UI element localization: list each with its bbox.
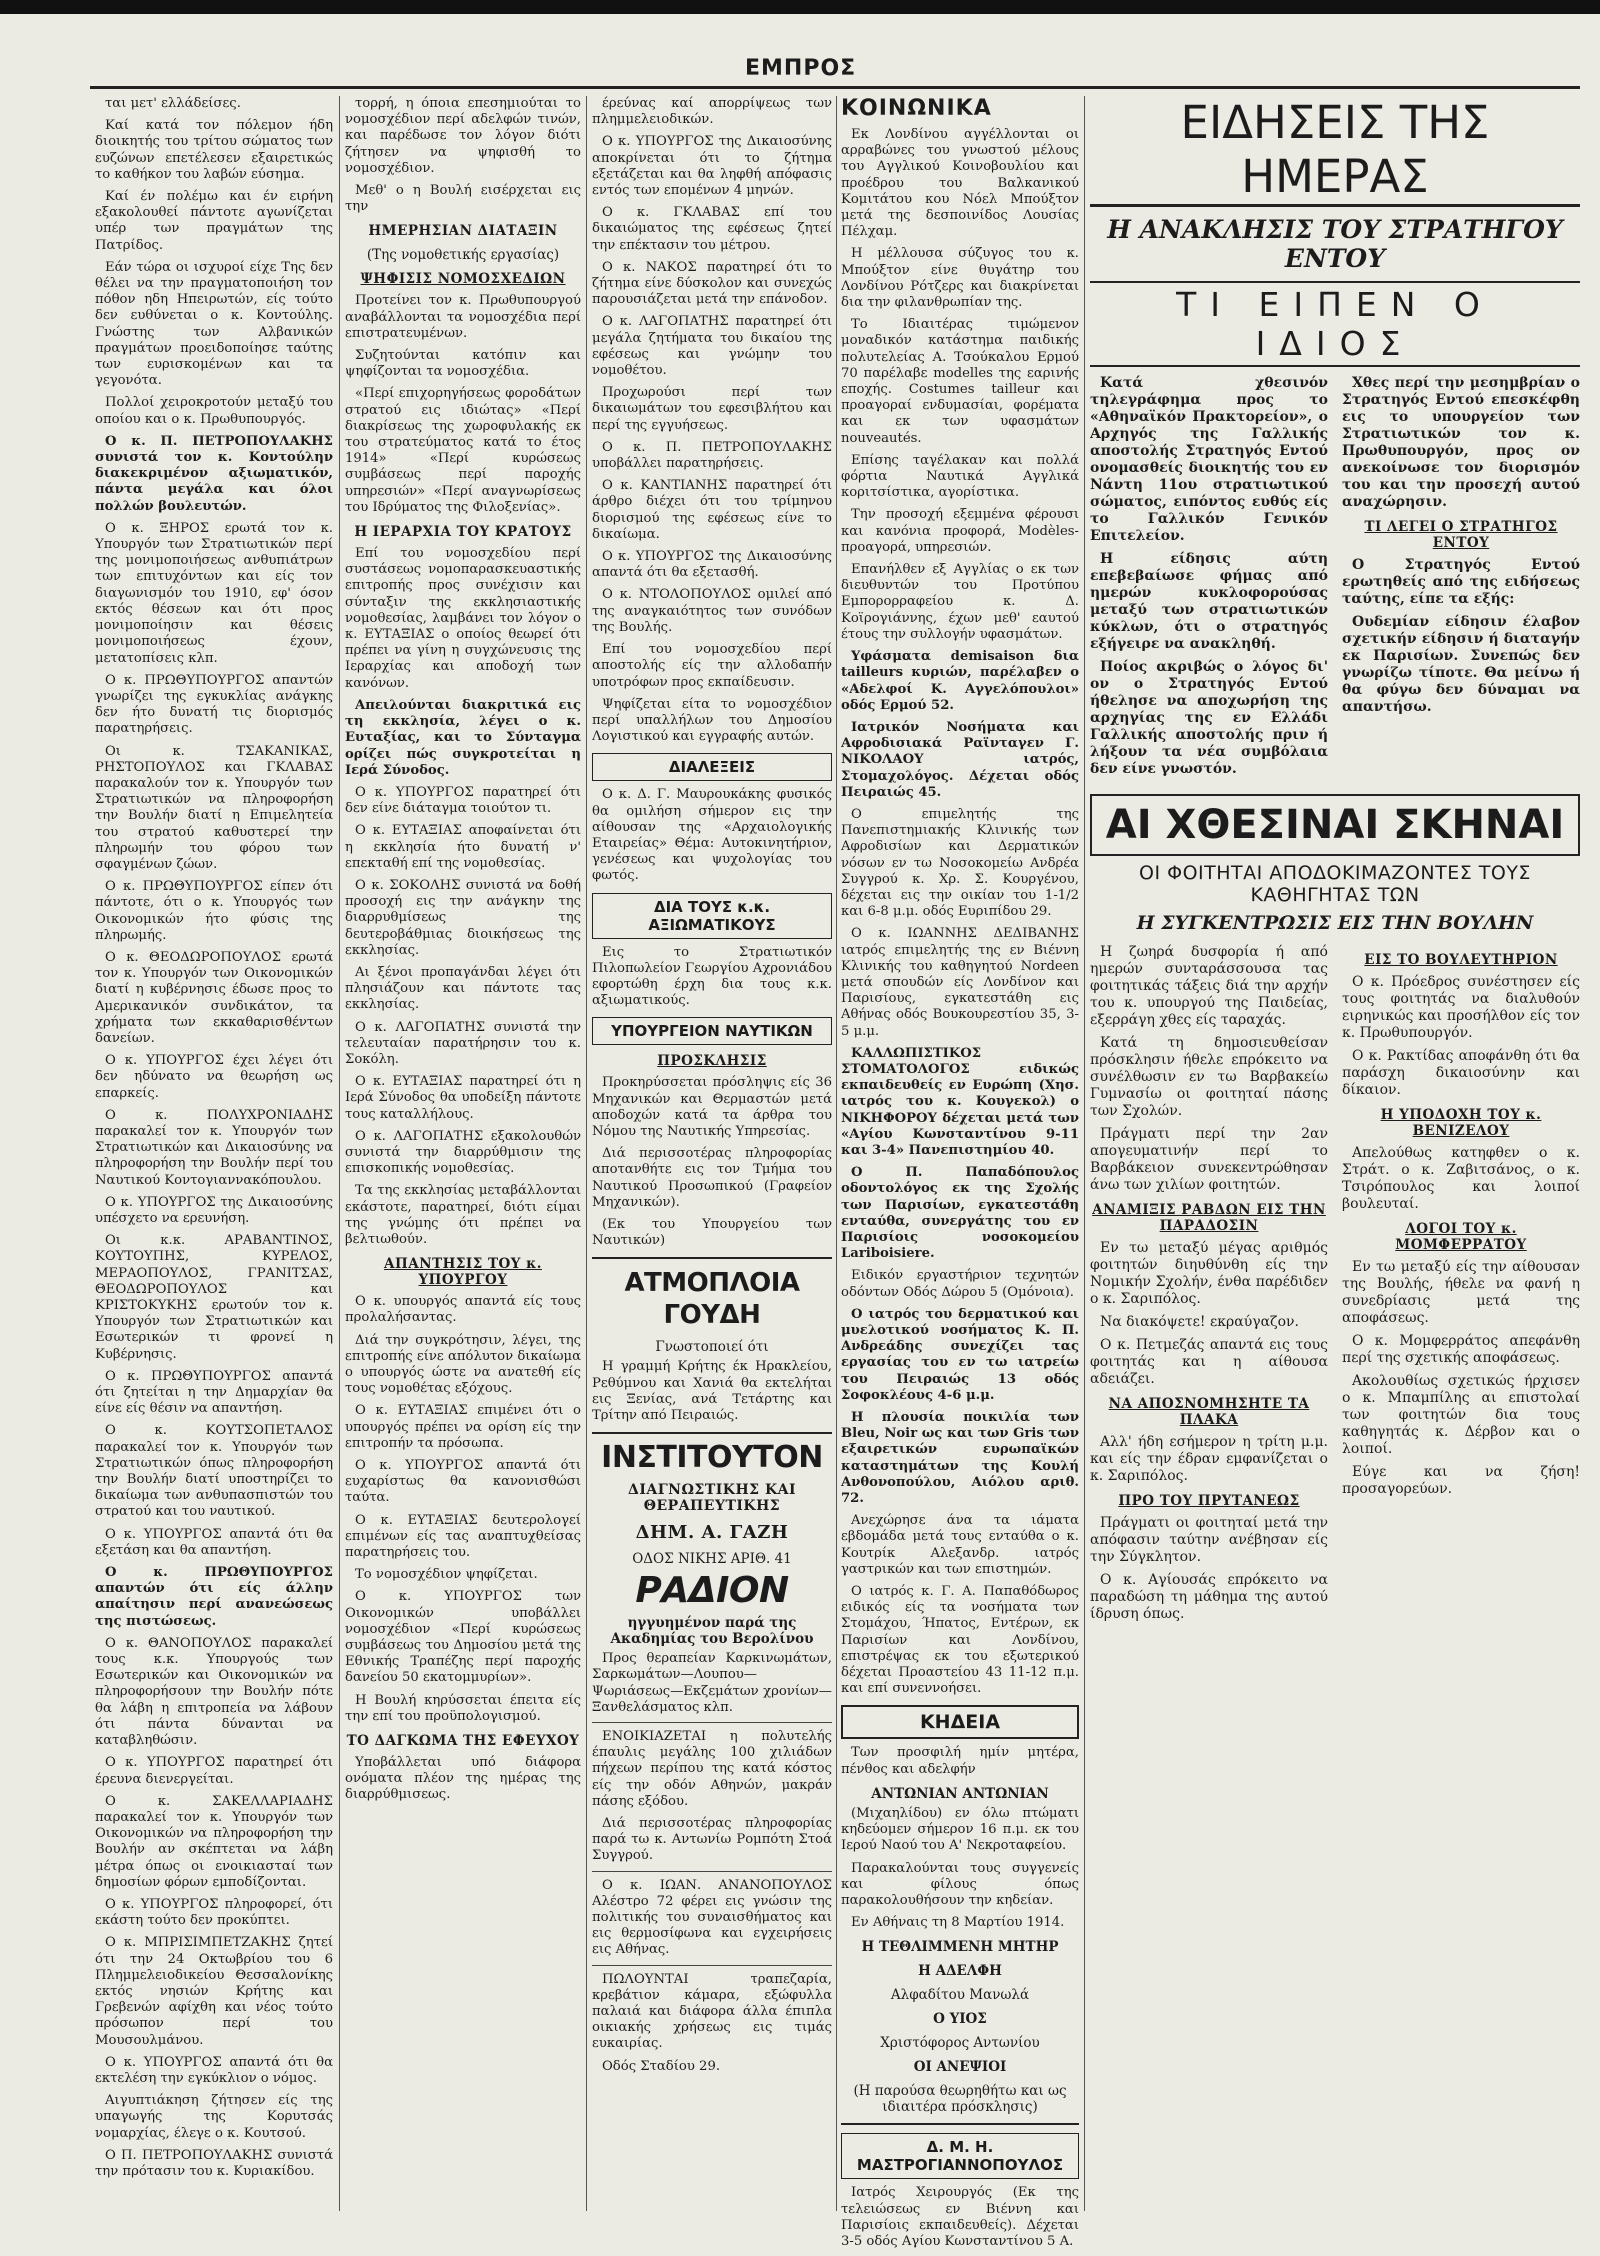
family-heading: ΟΙ ΑΝΕΨΙΟΙ	[913, 2059, 1007, 2076]
paragraph: Η μέλλουσα σύζυγος του κ. Μπούξτον είνε θυγάτηρ του Λονδίνου Ρότζερς και διακρίνεται δια την φιλανθρωπίαν της.	[841, 246, 1079, 311]
paragraph: Το νομοσχέδιον ψηφίζεται.	[355, 1567, 538, 1583]
paragraph: Επίσης ταγέλακαν και πολλά φόρτια Ναυτικά Αγγλικά κοριτσίστικα, αγορίστικα.	[841, 452, 1079, 501]
paragraph: Κατά τη δημοσιευθείσαν πρόσκλησιν ήθελε επρόκειτο να συνέλθωσιν εν τω Βαρβακείω Γυμνασίω οι φοιτηταί πάσης των Σχολών.	[1090, 1035, 1328, 1119]
paragraph: Ο Π. Παπαδόπουλος οδοντολόγος εκ της Σχολής των Παρισίων, εγκατεστάθη ενταύθα, συνεργάτης του εν Παρισίοις νοσοκομείου Lariboisiere.	[841, 1165, 1079, 1262]
two-column-block	[1090, 375, 1580, 784]
paragraph: Αι ξένοι προπαγάνδαι λέγει ότι πλησιάζουν και πάντοτε τας εκκλησίας.	[345, 964, 581, 1013]
paragraph: Ο ιατρός του δερματικού και μυελοτικού νοσήματος Κ. Π. Ανδρεάδης συνεχίζει τας εργασίας του εν τω ιατρείω του Πειραιώς 13 οδός Σοφοκλέους 4-6 μ.μ.	[841, 1306, 1079, 1403]
section-heading: ΗΜΕΡΗΣΙΑΝ ΔΙΑΤΑΞΙΝ	[368, 223, 558, 240]
top-border	[0, 0, 1600, 14]
paragraph: Επί του νομοσχεδίου περί συστάσεως νομοπαρασκευαστικής επιτροπής προς συνέχισιν και σύνταξιν της εκκλησιαστικής νομοθεσίας, λαμβάνει τον λόγον ο κ. ΕΥΤΑΞΙΑΣ ο οποίος θεωρεί ότι πρέπει να γίνη η συγχώνευσις της Ιεραρχίας και αποδοχή των κανόνων.	[345, 546, 581, 691]
paragraph: ται μετ' ελλάδείσες.	[105, 96, 241, 111]
officers-ad-heading: ΔΙΑ ΤΟΥΣ κ.κ. ΑΞΙΩΜΑΤΙΚΟΥΣ	[592, 893, 832, 939]
section-heading: ΑΠΑΝΤΗΣΙΣ ΤΟΥ κ. ΥΠΟΥΡΓΟΥ	[384, 1256, 542, 1289]
parliament-subheading: Η ΣΥΓΚΕΝΤΡΩΣΙΣ ΕΙΣ ΤΗΝ ΒΟΥΛΗΝ	[1136, 912, 1534, 934]
paragraph: Ο κ. ΚΟΥΤΣΟΠΕΤΑΛΟΣ παρακαλεί τον κ. Υπουργόν των Στρατιωτικών όπως πληροφορήση την Βουλήν διατί υποστηρίζει το δικαίωμα των ανθυπασπιστών του στρατού και του ναυτικού.	[95, 1423, 333, 1520]
paragraph: Διά περισσοτέρας πληροφορίας παρά τω κ. Αντωνίω Ρομπότη Στοά Συγγρού.	[592, 1816, 832, 1864]
divider	[592, 1722, 832, 1723]
paragraph: Ο κ. ΝΑΚΟΣ παρατηρεί ότι το ζήτημα είνε δύσκολον και συνεχώς παρουσιάζεται μετά την επάνοδον.	[592, 259, 832, 308]
news-subheading: Η ΑΝΑΚΛΗΣΙΣ ΤΟΥ ΣΤΡΑΤΗΓΟΥ ΕΝΤΟΥ	[1107, 215, 1563, 273]
paragraph: Ψηφίζεται είτα το νομοσχέδιον περί υπαλλήλων του Δημοσίου Λογιστικού και εγγραφής αυτών.	[592, 696, 832, 745]
column-4	[841, 96, 1079, 2256]
paragraph: Την προσοχή εξεμμένα φέρουσι και κανόνια προφορά, Modèles-προαγορά, υπηρεσιών.	[841, 507, 1079, 555]
paragraph: Πράγματι περί την 2αν απογευματινήν περί το Βαρβάκειον συνεκεντρώθησαν άνω των χιλίων φοιτητών.	[1090, 1126, 1328, 1193]
paragraph: Ο κ. ΛΑΓΟΠΑΤΗΣ εξακολουθών συνιστά την διαρρύθμισιν της επισκοπικής νομοθεσίας.	[345, 1128, 581, 1177]
section-heading: ΕΙΣ ΤΟ ΒΟΥΛΕΥΤΗΡΙΟΝ	[1364, 952, 1558, 968]
paragraph: Η πλουσία ποικιλία των Bleu, Noir ως και των Gris των εξαιρετικών ευρωπαϊκών καταστημάτων της Κουλή Ανθονοπούλου, Αιόλου αριθ. 72.	[841, 1410, 1079, 1507]
paragraph: Ανεχώρησε άνα τα ιάματα εβδομάδα μετά τους ενταύθα ο κ. Κουτρίκ Αλεξανδρ. ιατρός γαστρικών και των επιστημών.	[841, 1513, 1079, 1577]
navy-ministry-heading: ΥΠΟΥΡΓΕΙΟΝ ΝΑΥΤΙΚΩΝ	[592, 1017, 832, 1045]
column-rule	[339, 96, 340, 2211]
paragraph: Ο κ. ΥΠΟΥΡΓΟΣ της Δικαιοσύνης υπέσχετο να ερευνήση.	[95, 1194, 333, 1226]
paragraph: Ο Στρατηγός Εντού ερωτηθείς από της ειδήσεως ταύτης, είπε τα εξής:	[1342, 557, 1580, 607]
paragraph: Ο κ. ΙΩΑΝΝΗΣ ΔΕΔΙΒΑΝΗΣ ιατρός επιμελητής της εν Βιέννη Κλινικής του καθηγητού Nordeen μετά σπουδών είς Λονδίνον και Παρισίους, εγκατεστάθη εις Αθήνας οδός Βουκουρεστίου 35, 3-5 μ.μ.	[841, 926, 1079, 1039]
family-heading: Η ΑΔΕΛΦΗ	[918, 1963, 1002, 1980]
paragraph: Προχωρούσι περί των δικαιωμάτων του εφεσιβλήτου και περί της εγγυήσεως.	[592, 385, 832, 433]
paragraph: Οδός Σταδίου 29.	[602, 2058, 721, 2074]
paragraph: Κατά χθεσινόν τηλεγράφημα προς το «Αθηναϊκόν Πρακτορείον», ο Αρχηγός της Γαλλικής αποστολής Στρατηγός Εντού ονομασθείς διοικητής του εν Νάντη 11ου στρατιωτικού σώματος, ειπόντος ευθύς είς το Γαλλικόν Γενικόν Επιτελείον.	[1090, 375, 1328, 544]
section-heading: ΠΡΟΣΚΛΗΣΙΣ	[657, 1053, 767, 1070]
divider	[592, 1257, 832, 1259]
paragraph: Των προσφιλή ημίν μητέρα, πένθος και αδελφήν	[841, 1745, 1079, 1777]
paragraph: Ο κ. ΛΑΓΟΠΑΤΗΣ παρατηρεί ότι μεγάλα ζητήματα του δικαίου της εφέσεως και γνώμην του νομοθέτου.	[592, 314, 832, 379]
paragraph: Εν τω μεταξύ είς την αίθουσαν της Βουλής, ήθελε να φανή η συνεδρίασις μετά της αποφάσεως.	[1342, 1259, 1580, 1326]
paragraph: Ο κ. ΥΠΟΥΡΓΟΣ απαντά ότι θα εκτελέση την εγκύκλιον ο νόμος.	[95, 2054, 333, 2086]
paragraph: Ο κ. ΚΑΝΤΙΑΝΗΣ παρατηρεί ότι άρθρο διέχει ότι του τρίμηνου διορισμού της εφέσεως είνε το δικαίωμα.	[592, 478, 832, 542]
divider	[592, 1432, 832, 1434]
paragraph: ΠΩΛΟΥΝΤΑΙ τραπεζαρία, κρεβάτιον κάμαρα, εξώφυλλα παλαιά και διάφορα άλλα έπιπλα οικιακής χρήσεως εις τιμάς ευκαιρίας.	[592, 1971, 832, 2052]
paragraph: Συζητούνται κατόπιν και ψηφίζονται τα νομοσχέδια.	[345, 348, 581, 380]
paragraph: Προτείνει τον κ. Πρωθυπουργού αναβάλλονται τα νομοσχέδια περί επιστρατευμένων.	[345, 293, 581, 341]
deceased-name: ΑΝΤΩΝΙΑΝ ΑΝΤΩΝΙΑΝ	[871, 1785, 1049, 1802]
paragraph: Χθες περί την μεσημβρίαν ο Στρατηγός Εντού επεσκέφθη εις το υπουργείον των Στρατιωτικών τον κ. Πρωθυπουργόν, προς ον ανεκοίνωσε τον διορισμόν του και την προσεχή αυτού αναχώρησιν.	[1342, 375, 1580, 510]
divider	[841, 2123, 1079, 2125]
right-subcolumn	[1342, 375, 1580, 784]
paragraph: Εν Αθήναις τη 8 Μαρτίου 1914.	[851, 1915, 1065, 1931]
column-3	[592, 96, 832, 2081]
steamship-ad-title: ΑΤΜΟΠΛΟΙΑ ΓΟΥΔΗ	[624, 1268, 800, 1331]
divider	[592, 1871, 832, 1872]
paragraph: Οι κ.κ. ΑΡΑΒΑΝΤΙΝΟΣ, ΚΟΥΤΟΥΠΗΣ, ΚΥΡΕΛΟΣ, ΜΕΡΑΟΠΟΥΛΟΣ, ΓΡΑΝΙΤΣΑΣ, ΘΕΟΔΩΡΟΠΟΥΛΟΣ και ΚΡΙΣΤΟΚΥΚΗΣ ερωτούν τον κ. Υπουργόν των Στρατιωτικών και Εσωτερικών τι φρονεί η Κυβέρνησις.	[95, 1233, 333, 1362]
paragraph: «Περί επιχορηγήσεως φοροδάτων στρατού εις ιδιώτας» «Περί διακρίσεως της χωροφυλακής εκ του στρατεύματος κατά το έτος 1914» «Περί κυρώσεως συμβάσεως περί παροχής υπηρεσιών» «Περί αναγνωρίσεως του Ιδρύματος της Φιλοξενίας».	[345, 386, 581, 515]
family-name: Αλφαδίτου Μανωλά	[890, 1987, 1030, 2004]
institute-ad-name: ΔΗΜ. Α. ΓΑΖΗ	[635, 1522, 789, 1544]
paragraph: Ο κ. Π. ΠΕΤΡΟΠΟΥΛΑΚΗΣ υποβάλλει παρατηρήσεις.	[592, 439, 832, 472]
right-subcolumn	[1342, 944, 1580, 1629]
paragraph: Ο κ. ΕΥΤΑΞΙΑΣ επιμένει ότι ο υπουργός πρέπει να ορίση είς την επιτροπήν τα πρόσωπα.	[345, 1403, 581, 1451]
paragraph: Ιατρός Χειρουργός (Εκ της τελειώσεως εν Βιέννη και Παρισίοις εκπαιδευθείς). Δέχεται 3-5 οδός Αγίου Κωνσταντίνου 5 Α.	[841, 2185, 1079, 2249]
paragraph: Ο κ. ΥΠΟΥΡΓΟΣ των Οικονομικών υποβάλλει νομοσχέδιον «Περί κυρώσεως συμβάσεως του Δημοσίου μετά της Εθνικής Τραπέζης περί παροχής δανείου 50 εκατομμυρίων».	[345, 1589, 581, 1686]
paragraph: Ο κ. ΕΥΤΑΞΙΑΣ παρατηρεί ότι η Ιερά Σύνοδος θα υποδείξη πάντοτε τους καταλλήλους.	[345, 1074, 581, 1122]
paragraph: Διά την συγκρότησιν, λέγει, της επιτροπής είνε απόλυτον δικαίωμα ο υπουργός ώστε να ανατεθή είς τους νομοθέτας εξόχους.	[345, 1332, 581, 1397]
doctor-ad-heading: Δ. Μ. Η. ΜΑΣΤΡΟΓΙΑΝΝΟΠΟΥΛΟΣ	[841, 2133, 1079, 2179]
paragraph: Παρακαλούνται τους συγγενείς και φίλους όπως παρακολουθήσουν την κηδείαν.	[841, 1860, 1079, 1908]
paragraph: Εκ Λονδίνου αγγέλλονται οι αρραβώνες του γνωστού μέλους του Αγγλικού Κοινοβουλίου και προέδρου του Βαλκανικού Κομιτάτου κου Νόελ Μπούξτον μετά της δεσποινίδος Λουσίας Πέλχαμ.	[841, 127, 1079, 240]
paragraph: Ο κ. Ρακτίδας αποφάνθη ότι θα παράσχη δικαιοσύνην και δίκαιον.	[1342, 1048, 1580, 1098]
paragraph: Αιγυπτιάκηση ζήτησεν είς της υπαγωγής της Κορυτσάς νομαρχίας, έλεγε ο κ. Κουτσού.	[95, 2093, 333, 2141]
paragraph: Εν τω μεταξύ μέγας αριθμός φοιτητών διηυθύνθη είς την Νομικήν Σχολήν, ένθα παρέδιδεν ο κ. Σαριπόλος.	[1090, 1240, 1328, 1307]
news-of-the-day-title: ΕΙΔΗΣΕΙΣ ΤΗΣ ΗΜΕΡΑΣ	[1090, 96, 1580, 207]
paragraph: Ο κ. ΣΟΚΟΛΗΣ συνιστά να δοθή προσοχή εις την ανάγκην της διαρρυθμίσεως της δευτεροβάθμιας διοικήσεως της εκκλησίας.	[345, 877, 581, 958]
paragraph: Διά περισσοτέρας πληροφορίας αποτανθήτε εις τον Τμήμα του Ναυτικού Προσωπικού (Γραφείον Μηχανικών).	[592, 1146, 832, 1210]
paragraph: Ο κ. ΠΡΩΘΥΠΟΥΡΓΟΣ απαντών γνωρίζει της εγκυκλίας ανάγκης δεν ήτο δυνατή τις διορισμός παρατηρήσεις.	[95, 672, 333, 737]
paragraph: Ο κ. ΠΟΛΥΧΡΟΝΙΑΔΗΣ παρακαλεί τον κ. Υπουργόν των Στρατιωτικών και Δικαιοσύνης να πληροφορήση την Βουλήν περί του Ναυτικού Κοντογιαννακόπουλου.	[95, 1107, 333, 1188]
family-heading: Ο ΥΙΟΣ	[933, 2011, 987, 2028]
paragraph: Ακολουθίως σχετικώς ήρχισεν ο κ. Μπαμπίλης αι επιστολαί των φοιτητών δια τους καθηγητάς κ. Δέρβον και ο λοιποί.	[1342, 1373, 1580, 1457]
institute-ad-address: ΟΔΟΣ ΝΙΚΗΣ ΑΡΙΘ. 41	[632, 1551, 792, 1568]
masthead: ΕΜΠΡΟΣ	[745, 56, 857, 81]
lectures-heading: ΔΙΑΛΕΞΕΙΣ	[592, 753, 832, 781]
paragraph: Απελούθως κατηφθεν ο κ. Στράτ. ο κ. Ζαβιτσάνος, ο κ. Τσιρόπουλος και λοιποί βουλευταί.	[1342, 1145, 1580, 1212]
paragraph: Ειδικόν εργαστήριον τεχνητών οδόντων Οδός Δώρου 5 (Ομόνοια).	[841, 1268, 1079, 1300]
paragraph: Ο ιατρός κ. Γ. Α. Παπαθόδωρος ειδικός είς τα νοσήματα των Στομάχου, Ήπατος, Εντέρων, εκ Παρισίων και Λονδίνου, επιστρέψας εκ του εξωτερικού δέχεται Προαστείου 43 11-12 π.μ. και επί συνεννοήσει.	[841, 1584, 1079, 1697]
column-5	[1090, 96, 1580, 1629]
left-subcolumn	[1090, 375, 1328, 784]
section-heading: Η ΙΕΡΑΡΧΙΑ ΤΟΥ ΚΡΑΤΟΥΣ	[354, 524, 572, 541]
society-section-title: ΚΟΙΝΩΝΙΚΑ	[841, 96, 992, 121]
paragraph: Ο κ. ΙΩΑΝ. ΑΝΑΝΟΠΟΥΛΟΣ Αλέστρο 72 φέρει εις γνώσιν της πολιτικής του συναισθήματος και εις θερμοσίφωνα και εγχειρήσεις εις Αθήνας.	[592, 1877, 832, 1958]
paragraph: Πολλοί χειροκροτούν μεταξύ του οποίου και ο κ. Πρωθυπουργός.	[95, 395, 333, 427]
paragraph: (Μιχαηλίδου) εν όλω πτώματι κηδεύομεν σήμερον 16 π.μ. εκ του Ιερού Ναού του Α' Νεκροταφείου.	[841, 1805, 1079, 1854]
paragraph: Ο κ. Π. ΠΕΤΡΟΠΟΥΛΑΚΗΣ συνιστά τον κ. Κοντούλην διακεκριμένον αξιωματικόν, πάντα μεγάλα και όλοι πολλών βουλευτών.	[95, 433, 333, 514]
paragraph: Ο κ. ΜΠΡΙΣΙΜΠΕΤΖΑΚΗΣ ζητεί ότι την 24 Οκτωβρίου του 6 Πλημμελειοδικείου Θεσσαλονίκης εκτός νησιών Κρήτης και Γρεβενών αφίχθη και νέος τούτο πρόσωπον περί του Μουσουλμάνου.	[95, 1935, 333, 2048]
paragraph: Η είδησις αύτη επεβεβαίωσε φήμας από ημερών κυκλοφορούσας μεταξύ των στρατιωτικών κύκλων, ότι ο στρατηγός εξήγειρε να ανακληθή.	[1090, 551, 1328, 652]
paragraph: Ο επιμελητής της Πανεπιστημιακής Κλινικής των Αφροδισίων και Δερματικών νόσων εν τω Νοσοκομείω Ανδρέα Συγγρού κ. Χρ. Σ. Κουργένου, δέχεται εις την οικίαν του 1-1/2 και 6-8 μ.μ. οδός Ευριπίδου 29.	[841, 806, 1079, 920]
paragraph: Ο κ. ΥΠΟΥΡΓΟΣ έχει λέγει ότι δεν ηδύνατο να θεωρήση ως επαρκείς.	[95, 1053, 333, 1101]
paragraph: Ο κ. ΠΡΩΘΥΠΟΥΡΓΟΣ απαντών ότι είς άλλην απαίτησιν περί ανανεώσεως της πιστώσεως.	[95, 1565, 333, 1629]
paragraph: Ο κ. ΠΡΩΘΥΠΟΥΡΓΟΣ είπεν ότι πάντοτε, ότι ο κ. Υπουργός των Οικονομικών ήτο φύσις της πληρωμής.	[95, 879, 333, 943]
paragraph: Η Βουλή κηρύσσεται έπειτα είς την επί του προϋπολογισμού.	[345, 1692, 581, 1724]
paragraph: Εύγε και να ζήση! προσαγορεύων.	[1342, 1464, 1580, 1497]
paragraph: τορρή, η όποια επεσημιούται το νομοσχέδιον περί αδελφών τινών, και παρέδωσε τον λόγον διότι ζήτησεν να ψηφισθή το νομοσχέδιον.	[345, 96, 581, 176]
paragraph: Ο κ. ΥΠΟΥΡΓΟΣ παρατηρεί ότι έρευνα διενεργείται.	[95, 1755, 333, 1787]
paragraph: Ο κ. Πρόεδρος συνέστησεν είς τους φοιτητάς να διαλυθούν ειρηνικώς και προσήλθον είς τον κ. Πρωθυπουργόν.	[1342, 974, 1580, 1041]
paragraph: Ο κ. ΓΚΛΑΒΑΣ επί του δικαιώματος της εφέσεως ζητεί την επέκτασιν του μέτρου.	[592, 205, 832, 253]
paragraph: Η γραμμή Κρήτης έκ Ηρακλείου, Ρεθύμνου και Χανιά θα εκτελήται εις Ξενίας, ανά Τετάρτης και Τρίτην από Πειραιώς.	[592, 1359, 832, 1423]
paragraph: Ουδεμίαν είδησιν έλαβον σχετικήν είδησιν ή διαταγήν εκ Παρισίων. Συνεπώς δεν γνωρίζω τίποτε. Θα μείνω ή θα φύγω δεν δύναμαι να απαντήσω.	[1342, 614, 1580, 715]
paragraph: Ο κ. ΕΥΤΑΞΙΑΣ δευτερολογεί επιμένων είς τας αναπτυχθείσας παρατηρήσεις του.	[345, 1512, 581, 1561]
paragraph: Ο κ. Δ. Γ. Μαυρουκάκης φυσικός θα ομιλήση σήμερον εις την αίθουσαν της «Αρχαιολογικής Εταιρείας» Θέμα: Αυτοκινητήριον, γενέσεως και ψυχολογίας του φωτός.	[592, 787, 832, 884]
institute-ad-subtitle: ΔΙΑΓΝΩΣΤΙΚΗΣ ΚΑΙ ΘΕΡΑΠΕΥΤΙΚΗΣ	[627, 1482, 797, 1515]
paragraph: Αλλ' ήδη εσήμερον η τρίτη μ.μ. και είς την έδραν εμφανίζεται ο κ. Σαριπόλος.	[1090, 1434, 1328, 1484]
ad-subtitle: Γνωστοποιεί ότι	[655, 1339, 769, 1356]
paragraph: Εις το Στρατιωτικόν Πιλοπωλείον Γεωργίου Αχρονιάδου εφορτώθη έρχη δια τους κ.κ. αξιωματικούς.	[592, 944, 832, 1009]
column-2	[345, 96, 581, 1810]
news-subheading-2: ΤΙ ΕΙΠΕΝ Ο ΙΔΙΟΣ	[1090, 281, 1580, 367]
column-rule	[836, 96, 837, 2211]
divider	[592, 1965, 832, 1966]
paragraph: έρεύνας καί απορρίψεως των πλημμελειοδικών.	[592, 96, 832, 128]
paragraph: Απειλούνται διακριτικά εις τη εκκλησία, λέγει ο κ. Ευταξίας, και το Σύνταγμα ορίζει πώς συγκροτείται η Ιερά Σύνοδος.	[345, 697, 581, 778]
paragraph: Υποβάλλεται υπό διάφορα ονόματα πλέον της ημέρας της διαρρύθμισεως.	[345, 1755, 581, 1803]
section-heading: Η ΥΠΟΔΟΧΗ ΤΟΥ κ. ΒΕΝΙΖΕΛΟΥ	[1380, 1107, 1542, 1139]
paragraph: Ο κ. ΠΡΩΘΥΠΟΥΡΓΟΣ απαντά ότι ζητείται η την Δημαρχίαν θα είνε είς θέσιν να απαντήση.	[95, 1368, 333, 1417]
funeral-heading: ΚΗΔΕΙΑ	[841, 1705, 1079, 1739]
paragraph: ΚΑΛΛΩΠΙΣΤΙΚΟΣ ΣΤΟΜΑΤΟΛΟΓΟΣ ειδικώς εκπαιδευθείς εν Ευρώπη (Χησ. ιατρός του κ. Κουγεκολ) ο ΝΙΚΗΦΟΡΟΥ δέχεται μετά των «Αγίου Κωνσταντίνου 9-11 και 3-4» Πανεπιστημίου 40.	[841, 1045, 1079, 1158]
left-subcolumn	[1090, 944, 1328, 1629]
column-rule	[1084, 96, 1085, 2211]
family-name: Χριστόφορος Αντωνίου	[880, 2035, 1040, 2052]
paragraph: Ο κ. ΥΠΟΥΡΓΟΣ της Δικαιοσύνης αποκρίνεται ότι το ζήτημα εξετάζεται και θα ληφθή απόφασις εντός των επομένων 4 μηνών.	[592, 134, 832, 199]
yesterday-scenes-title: ΑΙ ΧΘΕΣΙΝΑΙ ΣΚΗΝΑΙ	[1090, 794, 1580, 856]
header-rule	[90, 86, 1580, 89]
column-1	[95, 96, 333, 2186]
paragraph: Ο κ. ΥΠΟΥΡΓΟΣ της Δικαιοσύνης απαντά ότι θα εξετασθή.	[592, 549, 832, 581]
paragraph: Ο κ. Μομφερράτος απεφάνθη περί της σχετικής αποφάσεως.	[1342, 1333, 1580, 1366]
paragraph: Ο κ. ΥΠΟΥΡΓΟΣ απαντά ότι ευχαρίστως θα κανονισθώσι ταύτα.	[345, 1458, 581, 1506]
paragraph: Ο Π. ΠΕΤΡΟΠΟΥΛΑΚΗΣ συνιστά την πρότασιν του κ. Κυριακίδου.	[95, 2147, 333, 2179]
paragraph: Εάν τώρα οι ισχυροί είχε Της δεν θέλει να την πραγματοποιήση τον πόθον ηδη Ηπειρωτών, είς τούτο δεν ευθύνεται ο κ. Κοντούλης. Γνώστης των Αλβανικών πραγμάτων προειδοποίησε ταύτης των ευρισκομένων και τα γεγονότα.	[95, 259, 333, 389]
section-subheading: (Της νομοθετικής εργασίας)	[366, 247, 560, 264]
paragraph: Ο κ. ΛΑΓΟΠΑΤΗΣ συνιστά την τελευταίαν παρατήρησιν του κ. Σοκόλη.	[345, 1019, 581, 1067]
institute-ad-title: ΙΝΣΤΙΤΟΥΤΟΝ	[601, 1440, 823, 1476]
paragraph: Ο κ. ΘΑΝΟΠΟΥΛΟΣ παρακαλεί τους κ.κ. Υπουργούς των Εσωτερικών και Οικονομικών να πληροφορήσουν την Βουλήν πότε θα λάβη η επιτροπεία να λάβουν ότι πάντα δύνανται να καταβληθώσιν.	[95, 1635, 333, 1749]
paragraph: Να διακόψετε! εκραύγαζον.	[1100, 1314, 1300, 1330]
paragraph: Ο κ. ΣΑΚΕΛΛΑΡΙΑΔΗΣ παρακαλεί τον κ. Υπουργόν των Οικονομικών να πληροφορήση την Βουλήν αν σκέπτεται να λάβη μέτρα όπως οι ενοικιασταί των δημοσίων φόρων εμποδίζονται.	[95, 1793, 333, 1890]
paragraph: ΕΝΟΙΚΙΑΖΕΤΑΙ η πολυτελής έπαυλις μεγάλης 100 χιλιάδων πήχεων περίπου της κατά κόστος είς την οδόν Αθηνών, μακράν πάσης εξόδου.	[592, 1729, 832, 1809]
students-subheading: ΟΙ ΦΟΙΤΗΤΑΙ ΑΠΟΔΟΚΙΜΑΖΟΝΤΕΣ ΤΟΥΣ ΚΑΘΗΓΗΤΑΣ ΤΩΝ	[1139, 862, 1531, 906]
section-heading: ΤΟ ΔΑΓΚΩΜΑ ΤΗΣ ΕΦΕΥΧΟΥ	[346, 1733, 580, 1750]
paragraph: Προς θεραπείαν Καρκινωμάτων, Σαρκωμάτων—Λουπου—Ψωριάσεως—Εκζεμάτων χρονίων—Ξανθελάσματος κλπ.	[592, 1651, 832, 1715]
paragraph: Ο κ. ΞΗΡΟΣ ερωτά τον κ. Υπουργόν των Στρατιωτικών περί της μονιμοποιήσεως ανθυπιάτρων των επιτυχόντων και είς τον διαγωνισμόν του 1910, εφ' όσον εκτός θέσεων και ότι προς μονιμοποίησιν και θέσεις μονιμοποιήσεως έχουν, μετατοπίσεις κλπ.	[95, 520, 333, 666]
section-heading: ΨΗΦΙΣΙΣ ΝΟΜΟΣΧΕΔΙΩΝ	[360, 271, 566, 288]
notice: (Η παρούσα θεωρηθήτω και ως ιδιαιτέρα πρόσκλησις)	[853, 2083, 1067, 2116]
section-heading: ΑΝΑΜΙΞΙΣ ΡΑΒΔΩΝ ΕΙΣ ΤΗΝ ΠΑΡΑΔΟΣΙΝ	[1092, 1202, 1326, 1234]
paragraph: Ο κ. υπουργός απαντά είς τους προλαλήσαντας.	[345, 1294, 581, 1326]
paragraph: Καί έν πολέμω και έν ειρήνη εξακολουθεί πάντοτε αγωνίζεται υπέρ των πραγμάτων της Πατρίδος.	[95, 189, 333, 253]
paragraph: Καί κατά τον πόλεμον ήδη διοικητής του τρίτου σώματος των ευζώνων επετέλεσεν εξαιρετικώς το καθήκον του λαβών εύσημα.	[95, 118, 333, 182]
two-column-block	[1090, 944, 1580, 1629]
paragraph: Οι κ. ΤΣΑΚΑΝΙΚΑΣ, ΡΗΣΤΟΠΟΥΛΟΣ και ΓΚΛΑΒΑΣ παρακαλούν τον κ. Υπουργόν των Στρατιωτικών να πληροφορήση την Βουλήν διατί η Επιμελητεία του στρατού καθυστερεί την πληρωμήν του φόρου των σφαγμένων ζώων.	[95, 743, 333, 872]
paragraph: Πράγματι οι φοιτηταί μετά την απόφασιν ταύτην ανέβησαν είς την Σύγκλητον.	[1090, 1515, 1328, 1565]
section-heading: ΛΟΓΟΙ ΤΟΥ κ. ΜΟΜΦΕΡΡΑΤΟΥ	[1395, 1221, 1527, 1253]
paragraph: Ο κ. ΕΥΤΑΞΙΑΣ αποφαίνεται ότι η εκκλησία ήτο δυνατή ν' επεκταθή επί της νομοθεσίας.	[345, 823, 581, 871]
paragraph: Επί του νομοσχεδίου περί αποστολής είς την αλλοδαπήν υποτρόφων προς εκπαίδευσιν.	[592, 642, 832, 690]
paragraph: Ο κ. ΘΕΟΔΩΡΟΠΟΥΛΟΣ ερωτά τον κ. Υπουργόν των Οικονομικών διατί η κυβέρνησις έδωσε προς το Αμερικανικόν συνδικάτον, τα χρήματα των εκκαθαρισθέντων δανείων.	[95, 949, 333, 1046]
paragraph: Η ζωηρά δυσφορία ή από ημερών συνταράσσουσα τας φοιτητικάς τάξεις διά την αρχήν του κ. υπουργού της Παιδείας, εξερράγη χθες είς ταραχάς.	[1090, 944, 1328, 1028]
paragraph: Ο κ. ΥΠΟΥΡΓΟΣ παρατηρεί ότι δεν είνε διάταγμα τοιούτον τι.	[345, 784, 581, 817]
radium-ad-title: ΡΑΔΙΟΝ	[635, 1570, 789, 1612]
paragraph: Τα της εκκλησίας μεταβάλλονται εκάστοτε, παρατηρεί, διότι είμαι της γνώμης ότι πρέπει να βελτιωθούν.	[345, 1183, 581, 1247]
section-heading: ΠΡΟ ΤΟΥ ΠΡΥΤΑΝΕΩΣ	[1118, 1493, 1300, 1509]
paragraph: Ιατρικόν Νοσήματα και Αφροδισιακά Ραϊνταγεν Γ. ΝΙΚΟΛΑΟΥ ιατρός, Στομαχολόγος. Δέχεται οδός Πειραιώς 45.	[841, 719, 1079, 800]
paragraph: Επανήλθεν εξ Αγγλίας ο εκ των διευθυντών του Προτύπου Εμπορορραφείου κ. Δ. Κοϊρογιάννης, έχων μεθ' εαυτού έτους την συλλογήν υφασμάτων.	[841, 562, 1079, 642]
section-heading: ΝΑ ΑΠΟΣΝΟΜΗΣΗΤΕ ΤΑ ΠΛΑΚΑ	[1108, 1396, 1310, 1428]
family-heading: Η ΤΕΘΛΙΜΜΕΝΗ ΜΗΤΗΡ	[861, 1939, 1059, 1956]
paragraph: Υφάσματα demisaison δια tailleurs κυριών, παρέλαβεν ο «Αδελφοί Κ. Αγγελόπουλοι» οδός Ερμού 52.	[841, 649, 1079, 713]
paragraph: Ποίος ακριβώς ο λόγος δι' ον ο Στρατηγός Εντού ήθελησε να αποχωρήση της αρχηγίας της εν Ελλάδι Γαλλικής αποστολής πριν ή λήξουν τα νέα συμβόλαια δεν είνε γνωστόν.	[1090, 659, 1328, 777]
paragraph: (Εκ του Υπουργείου των Ναυτικών)	[592, 1216, 832, 1249]
paragraph: Ο κ. ΥΠΟΥΡΓΟΣ πληροφορεί, ότι εκάστη τούτο δεν προκύπτει.	[95, 1896, 333, 1929]
column-rule	[586, 96, 587, 2211]
paragraph: Το Ιδιαιτέρας τιμώμενον μοναδικόν κατάστημα παιδικής πολυτελείας Α. Τσούκαλου Ερμού 70 παρέλαβε modelles της εαρινής εποχής. Costumes tailleur και προαγοραί ενδυμασίαι, φορέματα και εκ των υφασμάτων nouveautés.	[841, 317, 1079, 446]
section-heading: ΤΙ ΛΕΓΕΙ Ο ΣΤΡΑΤΗΓΟΣ ΕΝΤΟΥ	[1364, 519, 1558, 551]
paragraph: Μεθ' ο η Βουλή εισέρχεται εις την	[345, 183, 581, 215]
paragraph: Ο κ. ΥΠΟΥΡΓΟΣ απαντά ότι θα εξετάση και θα απαντήση.	[95, 1526, 333, 1558]
radium-ad-subtitle: ηγγυημένον παρά της Ακαδημίας του Βερολίνου	[610, 1615, 814, 1648]
paragraph: Προκηρύσσεται πρόσληψις είς 36 Μηχανικών και Θερμαστών μετά αποδοχών κατά τα άρθρα του Νόμου της Ναυτικής Υπηρεσίας.	[592, 1075, 832, 1139]
paragraph: Ο κ. Πετμεζάς απαντά εις τους φοιτητάς και η αίθουσα αδειάζει.	[1090, 1337, 1328, 1387]
paragraph: Ο κ. Αγίουσάς επρόκειτο να παραδώση τη μάθημα της αυτού ίδρυση όπως.	[1090, 1572, 1328, 1622]
paragraph: Ο κ. ΝΤΟΛΟΠΟΥΛΟΣ ομιλεί από της αναγκαιότητος των συνόδων της Βουλής.	[592, 587, 832, 635]
